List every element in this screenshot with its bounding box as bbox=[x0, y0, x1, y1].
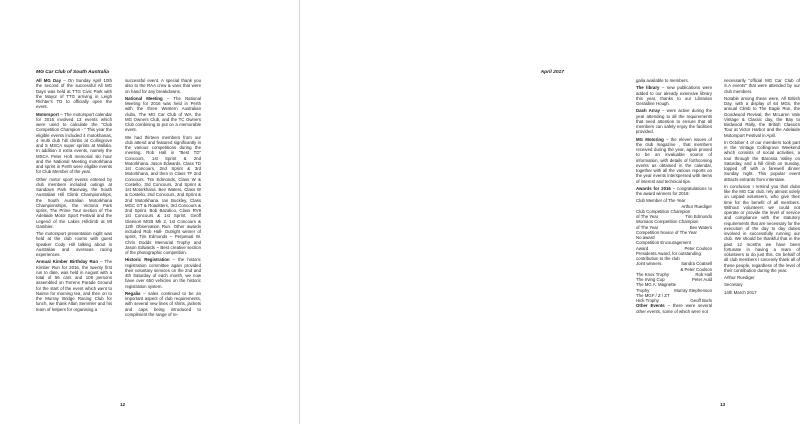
paragraph-text: – The Kimber Run for 2016, the twenty first run to date, was held in August with a total of 56 cars and 108 persons assembled on Torrens Parade Ground for the start of the event which went to Nairne for morning tea, and then on to the Murray Bridge Racing Club for lunch, we thank Allan Semmler and his team of helpers for organising a bbox=[36, 259, 112, 312]
award-label: Competition Novice of The Year bbox=[636, 229, 698, 235]
paragraph bbox=[636, 85, 712, 106]
right-column-2 bbox=[724, 78, 800, 297]
award-winner: Rob Hall bbox=[695, 271, 712, 277]
report-sections bbox=[636, 78, 712, 196]
section-heading: Historic Registration bbox=[125, 257, 170, 263]
left-column-2 bbox=[125, 78, 201, 319]
award-label: of The Year bbox=[636, 214, 659, 219]
paragraph-text: In conclusion I remind you that clubs like the MG Car club, rely almost solely on unpaid volunteers, who give their time for the benefit of all members. Without volunteers we could not operate or provide the level of service and compliance with the statutory requirements that are necessary for the execution of the day to day duties involved in successfully running our club. We should be thankful that in the past 12 months we have been fortunate in having a team of volunteers to do just this. On behalf of all club members I sincerely thank all of these people, regardless of the level of their contribution during the year. bbox=[724, 183, 800, 273]
section-heading: All MG Day bbox=[36, 78, 61, 83]
awards-list bbox=[636, 198, 712, 303]
section-heading: National Meeting bbox=[125, 95, 163, 101]
right-page bbox=[300, 0, 800, 424]
award-label: No award bbox=[636, 235, 655, 240]
paragraph-text: – were active during the year attending to all the requirements that need attention to ensure that all members can safely enjoy the facilities provided. bbox=[636, 108, 712, 135]
award-label: Award bbox=[636, 245, 649, 251]
paragraph-text: Arthur Ruediger bbox=[724, 275, 755, 280]
section-heading: Regalia bbox=[125, 290, 141, 296]
award-winner: Murray Stephenson bbox=[674, 287, 712, 293]
page-number-right: 13 bbox=[720, 402, 726, 407]
paragraph-text: 14th March 2017 bbox=[724, 289, 757, 295]
paragraph-text: Secretary bbox=[724, 282, 743, 288]
paragraph bbox=[36, 177, 112, 230]
award-label: Hick Trophy bbox=[636, 298, 659, 303]
paragraph-text: In October 4 of our members took part in the Vintage Collingrove Weekend which consists of social activities, a tour through the Barossa Valley on Saturday, and a hill climb on Sunday, topped off with a farewell dinner Sunday night. This popular event attracts entrants from interstate. bbox=[724, 139, 800, 182]
award-label: Competition Encouragement bbox=[636, 240, 692, 246]
award-label: Presidents Award, for outstanding bbox=[636, 250, 701, 256]
paragraph bbox=[636, 78, 712, 83]
paragraph bbox=[36, 112, 112, 175]
paragraph bbox=[724, 282, 800, 287]
award-winner: Arthur Ruediger bbox=[681, 203, 712, 209]
paragraph-text: Other motor sport events entered by club members included outings at Sandown Park Raceway, the South Australian Hill Climb Championships, the South Australian Motorkhana Championships, the Victoria Park sprint, The Prime Tour section of The Adelaide Motor Sport Festival and the Legend of the Lakes Hillclimb at Mt Gambier. bbox=[36, 176, 112, 229]
paragraph bbox=[125, 135, 201, 256]
other-events-paragraph bbox=[636, 303, 712, 314]
paragraph-text: – The motorsport calendar for 2016 involved 13 events which were used to calculate the "Club Competition Champion - " This year the eligible events included 4 motokhanas, 4 multi club hill climbs at Collingrove and 5 MSCA super sprints at Mallala. In addition 3 extra events, namely the MSCA Peter Holt memorial ski hour and the National Meeting motorkhana and sprint in Perth were eligible events for Club Member of the year. bbox=[36, 111, 112, 175]
award-winner: Tim Edmonds bbox=[685, 214, 712, 219]
left-column-1 bbox=[36, 78, 112, 314]
paragraph bbox=[724, 140, 800, 182]
award-label: The MG A: Magnette bbox=[636, 282, 677, 288]
award-label: Joint winners. bbox=[636, 261, 663, 267]
paragraph bbox=[636, 186, 712, 197]
paragraph-text: – congratulations to the award winners for 2016: bbox=[636, 185, 712, 196]
paragraph-text: Notable among these were, All British Day, with a display of 64 MGs, the annual Climb to The Eagle Run, the Goodwood Revival, the McLaren Vale Vintage & Classic day, the Bay to Birdwood Rally, the British Classics Tour at Victor Harbor and the Adelaide Motorsport Festival in April. bbox=[724, 95, 800, 138]
paragraph-text: We had thirteen members from our club attend and featured significantly in the various competitions during the meeting. Rob Hall in "Best TD" Concours, 1st Sprint & 2nd Motorkhana. Jason Edwards, Class TD 1st Concours, 2nd Sprint & 3rd Motorkhana, and then in Class TF 2nd Concours. Tim Edmonds, Class W & Costello, 3rd Concours, 2nd Sprint & 1st Motorkhana. Bev Waters, Class W & Costello, 2nd Concours, 2nd Sprint & 2nd Motorkhana. Ian Buckley, Class MGC GT & Roadsters, 3rd Concours & 2nd Sprint. Bob Bazalico, Class RV8 1st Concours & 1st Sprint. Geoff Gleeson MGB Mk 2, 1st Concours & 12th Observation Run. Other awards included Rob Hall- Outright winner of sprint, Tim Edmonds – Perpetual W. Chris Dodds Memorial Trophy and Jason Edwards – Best creative section of the photographic competition. bbox=[125, 134, 201, 255]
paragraph-text: – sales continued to be an important aspect of club requirements, with several new lines of shirts, jackets and caps being introduced to compliment the range of re- bbox=[125, 290, 201, 317]
paragraph bbox=[724, 78, 800, 94]
paragraph-text: – the historic registration committee again provided their voluntary services on the 2nd and 4th Saturday of each month, we now have over 650 vehicles on the historic registration system. bbox=[125, 257, 201, 289]
paragraph bbox=[36, 78, 112, 110]
paragraph-text: – the eleven issues of the club magazine , that members received during the year, again proved to be an invaluable source of information, with details of forthcoming events as obtained in the calendar, together with all the various reports on the year events interspersed with items of interest and technical tips. bbox=[636, 136, 712, 184]
paragraph-text: necessarily "official MG Car Club of S.A events" that were attended by our club members. bbox=[724, 78, 800, 94]
award-label: of The Year bbox=[636, 224, 659, 230]
award-winner: Bev Waters bbox=[689, 224, 712, 230]
award-winner: Geoff Burls bbox=[690, 298, 712, 303]
section-heading: Annual Kimber Birthday Run bbox=[36, 259, 98, 265]
section-heading: MG Motoring bbox=[636, 136, 664, 142]
paragraph-text: – On Sunday April 10th the second of the successful All MG Days was held at TTG Civic Park with the Mayor of TTG arriving in Leigh Richter's TD to officially open the event. bbox=[36, 78, 112, 110]
paragraph bbox=[724, 275, 800, 280]
paragraph-text: galia available to members. bbox=[636, 78, 689, 83]
award-label: Club Member of The Year bbox=[636, 198, 686, 204]
section-heading: Motorsport bbox=[36, 111, 59, 117]
paragraph bbox=[125, 257, 201, 289]
page-header-right: April 2017 bbox=[540, 70, 564, 75]
award-label: The MGF / Z / ZT bbox=[636, 292, 670, 298]
page-number-left: 12 bbox=[120, 402, 126, 407]
paragraph bbox=[724, 290, 800, 295]
award-winner: & Peter Coulson bbox=[680, 266, 712, 272]
paragraph bbox=[36, 259, 112, 312]
section-heading: The library bbox=[636, 85, 660, 91]
award-label: The Knox Trophy bbox=[636, 271, 670, 277]
award-label: Club Competition Champion bbox=[636, 208, 691, 214]
paragraph-text: – The National Meeting for 2016 was held in Perth with the three Western Australian clubs, The MG Car Club of WA, the MG Owners Club, and the TC Owners Club combining to put on a memorable event. bbox=[125, 95, 201, 133]
paragraph bbox=[125, 291, 201, 317]
paragraph bbox=[636, 137, 712, 184]
paragraph-text: – there were several other events, some of which were not bbox=[636, 303, 712, 314]
paragraph bbox=[36, 231, 112, 257]
left-page bbox=[0, 0, 300, 424]
right-column-1 bbox=[636, 78, 712, 316]
paragraph bbox=[724, 96, 800, 138]
paragraph bbox=[125, 78, 201, 94]
section-heading: Other Events bbox=[636, 303, 665, 309]
paragraph-text: – new publications were added to our already extensive library this year, thanks to our Librarian Geraldine Hough. bbox=[636, 85, 712, 106]
award-label: contribution to the club bbox=[636, 256, 680, 261]
award-winner: Sandra Coatsell bbox=[681, 261, 712, 267]
award-winner: Peter Coulson bbox=[684, 245, 712, 251]
paragraph-text: successful event. A special thank you also to the RAA crew & vans that were on hand for any breakdowns. bbox=[125, 78, 201, 94]
paragraph bbox=[724, 184, 800, 273]
paragraph bbox=[636, 108, 712, 134]
award-label: Womans Competition Champion bbox=[636, 219, 699, 225]
paragraph-text: The motorsport presentation night was held at the club rooms with guest speaker Cody Hill talking about is Australian and overseas racing experiences. bbox=[36, 231, 112, 257]
award-winner: Peter Auld bbox=[691, 277, 712, 282]
award-label: The Irving Cup bbox=[636, 277, 665, 282]
paragraph bbox=[125, 96, 201, 133]
award-label: Trophy bbox=[636, 287, 650, 293]
section-heading: Awards for 2016 bbox=[636, 185, 671, 191]
page-header-left: MG Car Club of South Australia bbox=[36, 70, 109, 75]
section-heading: Dash Array bbox=[636, 108, 660, 114]
